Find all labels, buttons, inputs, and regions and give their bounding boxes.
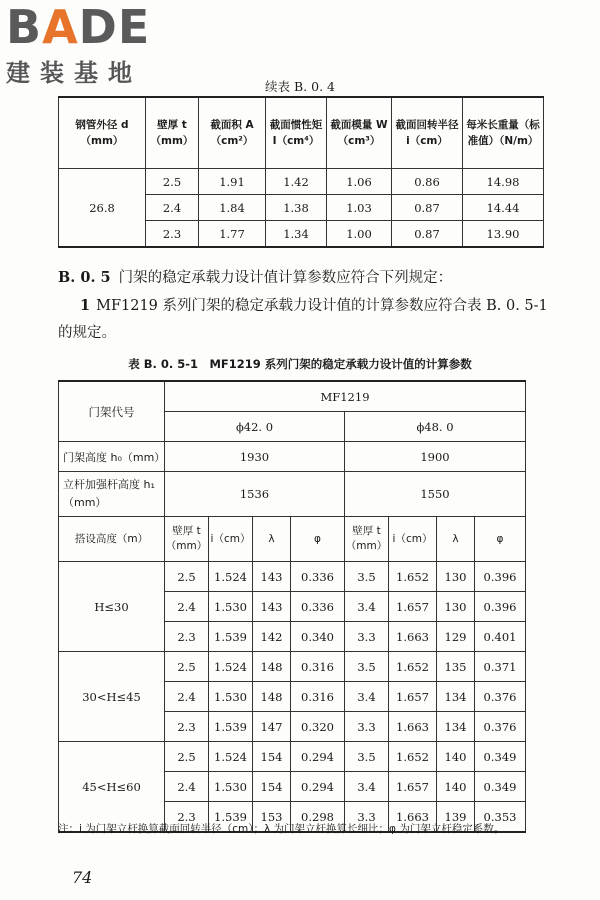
table-cell: 135 xyxy=(437,652,475,682)
table-cell: 148 xyxy=(253,652,291,682)
page-number: 74 xyxy=(72,868,93,887)
section-text: 门架的稳定承载力设计值计算参数应符合下列规定： xyxy=(118,270,453,286)
table-cell: 0.340 xyxy=(291,622,345,652)
table-cell: 1.530 xyxy=(209,592,253,622)
stiffener-height-a: 1536 xyxy=(165,472,345,517)
table-cell: 0.298 xyxy=(291,802,345,833)
height-range-cell: 45<H≤60 xyxy=(59,742,165,833)
frame-code-label: 门架代号 xyxy=(59,381,165,442)
table-cell: 143 xyxy=(253,562,291,592)
table-cell: 3.5 xyxy=(345,652,389,682)
height-range-cell: H≤30 xyxy=(59,562,165,652)
frame-height-b: 1900 xyxy=(345,442,526,472)
table-cell: 153 xyxy=(253,802,291,833)
table-cell: 3.3 xyxy=(345,802,389,833)
table-row xyxy=(59,169,544,195)
col-slenderness-a: λ xyxy=(253,517,291,562)
table-row xyxy=(59,652,526,682)
col-radius-a: i（cm） xyxy=(209,517,253,562)
logo-wordmark: BADE xyxy=(6,0,151,54)
main-table xyxy=(58,380,526,833)
table-cell: 0.336 xyxy=(291,592,345,622)
table-row xyxy=(59,742,526,772)
table-cell: 2.4 xyxy=(165,682,209,712)
table-cell: 0.349 xyxy=(475,772,526,802)
col-stability-b: φ xyxy=(475,517,526,562)
table-cell: 134 xyxy=(437,682,475,712)
table-cell: 3.4 xyxy=(345,772,389,802)
clause-paragraph xyxy=(58,292,550,347)
table-cell: 0.376 xyxy=(475,682,526,712)
table-cell: 0.371 xyxy=(475,652,526,682)
section-heading xyxy=(58,266,558,287)
erection-height-label: 搭设高度（m） xyxy=(59,517,165,562)
table-cell: 1.657 xyxy=(389,592,437,622)
table-cell: 1.34 xyxy=(266,221,327,248)
table-header: 截面积 A（cm²） xyxy=(199,97,266,169)
table-header: 截面惯性矩 I（cm⁴） xyxy=(266,97,327,169)
table-cell: 0.396 xyxy=(475,592,526,622)
table-cell: 0.353 xyxy=(475,802,526,833)
table-cell: 1.524 xyxy=(209,562,253,592)
table-cell: 0.376 xyxy=(475,712,526,742)
table-cell: 2.3 xyxy=(165,622,209,652)
table-cell: 0.336 xyxy=(291,562,345,592)
stiffener-height-b: 1550 xyxy=(345,472,526,517)
table-cell: 1.524 xyxy=(209,652,253,682)
col-radius-b: i（cm） xyxy=(389,517,437,562)
table-cell: 0.320 xyxy=(291,712,345,742)
table-cell: 2.3 xyxy=(165,802,209,833)
table-cell: 1.539 xyxy=(209,802,253,833)
frame-code-value: MF1219 xyxy=(165,381,526,412)
main-table-title: 表 B. 0. 5-1 MF1219 系列门架的稳定承载力设计值的计算参数 xyxy=(128,357,472,371)
table-cell: 0.396 xyxy=(475,562,526,592)
table-header: 截面回转半径 i（cm） xyxy=(392,97,463,169)
table-cell: 129 xyxy=(437,622,475,652)
table-header: 钢管外径 d（mm） xyxy=(59,97,146,169)
table-header: 每米长重量（标准值）（N/m） xyxy=(463,97,544,169)
logo-subtitle: 建装基地 xyxy=(6,59,142,87)
table-cell: 2.5 xyxy=(165,742,209,772)
table-cell: 3.4 xyxy=(345,682,389,712)
table-cell: 0.294 xyxy=(291,772,345,802)
table-cell: 13.90 xyxy=(463,221,544,248)
stiffener-height-label: 立杆加强杆高度 h₁（mm） xyxy=(59,472,165,517)
table-cell: 3.5 xyxy=(345,742,389,772)
table-cell: 1.652 xyxy=(389,562,437,592)
table-cell: 0.87 xyxy=(392,221,463,248)
table-cell: 0.316 xyxy=(291,652,345,682)
table-cell: 148 xyxy=(253,682,291,712)
logo xyxy=(6,2,186,88)
table-cell: 2.5 xyxy=(146,169,199,195)
table-cell: 1.530 xyxy=(209,682,253,712)
table-cell: 1.77 xyxy=(199,221,266,248)
table-cell: 140 xyxy=(437,772,475,802)
table-cell: 130 xyxy=(437,562,475,592)
table-cell: 1.539 xyxy=(209,712,253,742)
col-thickness-b: 壁厚 t（mm） xyxy=(345,517,389,562)
table-cell: 0.349 xyxy=(475,742,526,772)
table-header: 截面模量 W（cm³） xyxy=(327,97,392,169)
height-range-cell: 30<H≤45 xyxy=(59,652,165,742)
table-cell: 2.4 xyxy=(165,592,209,622)
table-cell: 1.652 xyxy=(389,742,437,772)
table-cell: 2.3 xyxy=(165,712,209,742)
table-cell: 1.06 xyxy=(327,169,392,195)
col-thickness-a: 壁厚 t（mm） xyxy=(165,517,209,562)
table-cell: 1.524 xyxy=(209,742,253,772)
table-cell: 130 xyxy=(437,592,475,622)
table-cell: 142 xyxy=(253,622,291,652)
table-cell: 1.84 xyxy=(199,195,266,221)
table-cell: 3.5 xyxy=(345,562,389,592)
clause-text: MF1219 系列门架的稳定承载力设计值的计算参数应符合表 B. 0. 5-1 的规定。 xyxy=(58,298,548,341)
table-cell: 134 xyxy=(437,712,475,742)
clause-number: 1 xyxy=(80,297,91,314)
table-cell: 1.91 xyxy=(199,169,266,195)
table-group-cell: 26.8 xyxy=(59,169,146,248)
table-cell: 3.3 xyxy=(345,712,389,742)
table-cell: 1.03 xyxy=(327,195,392,221)
continued-table-title: 续表 B. 0. 4 xyxy=(265,79,335,94)
table-cell: 1.663 xyxy=(389,622,437,652)
table-cell: 1.652 xyxy=(389,652,437,682)
table-cell: 1.42 xyxy=(266,169,327,195)
frame-height-a: 1930 xyxy=(165,442,345,472)
table-cell: 154 xyxy=(253,742,291,772)
table-cell: 2.3 xyxy=(146,221,199,248)
table-cell: 1.657 xyxy=(389,682,437,712)
table-cell: 0.316 xyxy=(291,682,345,712)
table-cell: 2.4 xyxy=(165,772,209,802)
diameter-b: ϕ48. 0 xyxy=(345,412,526,442)
table-cell: 1.663 xyxy=(389,712,437,742)
table-cell: 1.38 xyxy=(266,195,327,221)
table-cell: 0.401 xyxy=(475,622,526,652)
table-row xyxy=(59,562,526,592)
table-cell: 1.663 xyxy=(389,802,437,833)
diameter-a: ϕ42. 0 xyxy=(165,412,345,442)
table-cell: 2.5 xyxy=(165,652,209,682)
table-cell: 3.4 xyxy=(345,592,389,622)
table-cell: 14.98 xyxy=(463,169,544,195)
col-stability-a: φ xyxy=(291,517,345,562)
table-cell: 2.4 xyxy=(146,195,199,221)
table-cell: 14.44 xyxy=(463,195,544,221)
table-cell: 139 xyxy=(437,802,475,833)
table-cell: 147 xyxy=(253,712,291,742)
col-slenderness-b: λ xyxy=(437,517,475,562)
table-cell: 154 xyxy=(253,772,291,802)
table-cell: 0.294 xyxy=(291,742,345,772)
table-cell: 0.86 xyxy=(392,169,463,195)
table-cell: 1.00 xyxy=(327,221,392,248)
table-cell: 1.539 xyxy=(209,622,253,652)
table-header: 壁厚 t（mm） xyxy=(146,97,199,169)
table-note: 注：i 为门架立杆换算截面回转半径（cm）；λ 为门架立杆换算长细比；φ 为门架立杆稳定系数。 xyxy=(58,823,505,835)
table-cell: 3.3 xyxy=(345,622,389,652)
table-cell: 0.87 xyxy=(392,195,463,221)
section-number: B. 0. 5 xyxy=(58,269,111,286)
frame-height-label: 门架高度 h₀（mm） xyxy=(59,442,165,472)
table-cell: 1.530 xyxy=(209,772,253,802)
table-cell: 143 xyxy=(253,592,291,622)
table-cell: 140 xyxy=(437,742,475,772)
table-cell: 1.657 xyxy=(389,772,437,802)
table-cell: 2.5 xyxy=(165,562,209,592)
continued-table xyxy=(58,96,544,248)
